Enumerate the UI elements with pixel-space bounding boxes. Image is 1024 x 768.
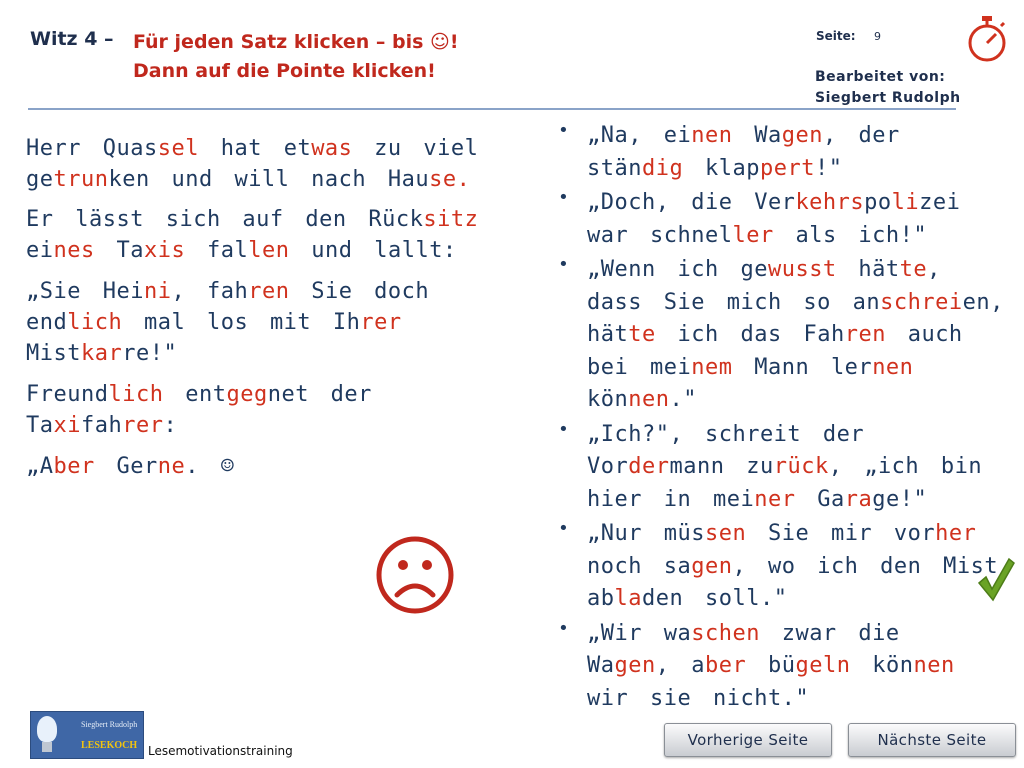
highlighted-syllable: pert — [759, 155, 815, 181]
text-segment: „A — [26, 454, 54, 479]
text-segment: ich das Fah — [655, 322, 845, 347]
punchline-line — [587, 120, 998, 153]
punchline-option[interactable] — [558, 120, 998, 185]
punchline-line — [587, 153, 998, 186]
highlighted-syllable: geln — [795, 653, 851, 678]
highlighted-syllable: nen — [691, 123, 733, 148]
text-segment: en, — [962, 289, 1004, 315]
editor-label: Bearbeitet von: — [815, 69, 946, 85]
text-segment: , fah — [171, 279, 249, 304]
lightbulb-icon — [37, 716, 57, 742]
highlighted-syllable: lich — [67, 310, 123, 335]
story-line[interactable] — [26, 238, 457, 263]
highlighted-syllable: ne — [157, 454, 186, 479]
highlighted-syllable: rer — [122, 413, 164, 438]
highlighted-syllable: sen — [704, 521, 747, 546]
text-segment: Sie mir vor — [746, 521, 936, 546]
text-segment: Ta — [94, 238, 144, 263]
text-segment: hät — [587, 322, 629, 347]
punchline-line — [587, 484, 998, 517]
editor-name: Siegbert Rudolph — [815, 90, 961, 106]
text-segment: fal — [185, 238, 249, 263]
highlighted-syllable: der — [628, 454, 670, 479]
text-segment: , „ich bin — [828, 454, 983, 479]
text-segment: „Wenn ich ge — [587, 257, 768, 282]
text-segment: Freund — [26, 382, 109, 407]
logo-brand: LESEKOCH — [81, 740, 138, 751]
text-segment: Herr Quas — [26, 136, 158, 161]
punchline-line — [587, 419, 998, 452]
previous-page-button[interactable]: Vorherige Seite — [664, 723, 832, 757]
highlighted-syllable: len — [248, 238, 290, 263]
highlighted-syllable: trun — [53, 167, 109, 192]
text-segment: „Ich?", schreit der — [587, 421, 865, 447]
highlighted-syllable: la — [614, 586, 642, 611]
text-segment: kön — [850, 653, 914, 678]
story-line[interactable] — [26, 279, 429, 304]
highlighted-syllable: ren — [844, 322, 886, 347]
header-divider — [28, 108, 956, 110]
highlighted-syllable: ren — [248, 279, 290, 304]
sad-face-icon — [375, 535, 455, 615]
bullet-icon: • — [558, 418, 570, 440]
story-line[interactable] — [26, 382, 372, 407]
text-segment: zwar die — [759, 620, 900, 646]
highlighted-syllable: gen — [691, 553, 733, 579]
text-segment: Er lässt sich auf den Rück — [26, 207, 424, 232]
highlighted-syllable: nen — [628, 387, 670, 412]
highlighted-syllable: ber — [705, 653, 747, 678]
punchline-line — [587, 551, 998, 584]
highlighted-syllable: sitz — [423, 207, 479, 232]
text-segment: , der — [822, 123, 900, 148]
text-segment: re!" — [122, 341, 178, 366]
text-segment: zei — [919, 190, 961, 215]
story-line[interactable] — [26, 136, 478, 161]
punchline-line — [587, 650, 998, 683]
highlighted-syllable: ber — [53, 454, 95, 479]
text-segment: ge — [26, 167, 54, 192]
text-segment: Ta — [26, 413, 54, 438]
joke-title: Witz 4 – — [30, 28, 114, 50]
text-segment: hät — [836, 257, 900, 282]
text-segment: !" — [814, 155, 843, 181]
punchline-line — [587, 319, 998, 352]
instruction-text — [133, 28, 459, 86]
punchline-option[interactable] — [558, 618, 998, 716]
highlighted-syllable: li — [891, 190, 920, 215]
highlighted-syllable: her — [935, 521, 977, 546]
text-segment: Wa — [732, 123, 782, 148]
leserkoch-logo — [30, 711, 144, 759]
text-segment: ge!" — [872, 486, 928, 512]
text-segment: Sie doch — [289, 279, 430, 304]
highlighted-syllable: xi — [53, 413, 81, 438]
highlighted-syllable: ner — [754, 486, 796, 512]
story-line[interactable] — [26, 413, 177, 438]
punchline-line — [587, 287, 1004, 320]
text-segment: net der — [267, 382, 372, 407]
highlighted-syllable: nem — [691, 354, 733, 380]
text-segment: „Wir wa — [587, 620, 692, 646]
highlighted-syllable: schen — [691, 620, 760, 646]
text-segment: Mann ler — [732, 354, 873, 380]
page-label: Seite: — [816, 29, 856, 43]
highlighted-syllable: nes — [53, 238, 95, 263]
highlighted-syllable: ler — [732, 222, 774, 248]
story-line[interactable] — [26, 167, 470, 192]
text-segment: Vor — [587, 454, 629, 479]
story-line[interactable] — [26, 341, 177, 366]
bullet-icon: • — [558, 254, 570, 275]
bullet-icon: • — [558, 617, 570, 639]
text-segment: kön — [587, 387, 629, 412]
text-segment: , a — [655, 653, 705, 678]
text-segment: „Na, ei — [587, 123, 692, 148]
text-segment: Ga — [795, 486, 845, 512]
highlighted-syllable: rer — [360, 310, 402, 335]
text-segment: mann zu — [669, 454, 774, 479]
punchline-line — [587, 618, 998, 651]
highlighted-syllable: se. — [429, 167, 471, 192]
bullet-icon: • — [558, 518, 570, 539]
text-segment: Ger — [94, 454, 158, 479]
text-segment: bei mei — [587, 354, 692, 380]
highlighted-syllable: te — [899, 257, 928, 282]
text-segment: und lallt: — [289, 238, 457, 263]
footer-label: Lesemotivationstraining — [148, 744, 293, 758]
punchline-option[interactable] — [558, 518, 998, 616]
text-segment: : — [163, 413, 178, 438]
highlighted-syllable: te — [628, 322, 656, 347]
highlighted-syllable: nen — [872, 354, 914, 380]
text-segment: „Nur müs — [587, 521, 705, 546]
punchline-list — [558, 120, 1004, 717]
story-line[interactable] — [26, 454, 234, 479]
highlighted-syllable: nen — [913, 653, 955, 678]
highlighted-syllable: xis — [144, 238, 186, 263]
logo-author: Siegbert Rudolph — [81, 720, 138, 729]
text-segment: ab — [587, 586, 615, 611]
text-segment: als ich!" — [773, 222, 928, 248]
highlighted-syllable: gen — [614, 653, 656, 678]
text-segment: Wa — [587, 653, 615, 678]
highlighted-syllable: lich — [108, 382, 164, 407]
punchline-line — [587, 518, 998, 551]
next-page-button[interactable]: Nächste Seite — [848, 723, 1016, 757]
editor-info — [815, 67, 961, 109]
text-segment: fah — [81, 413, 123, 438]
highlighted-syllable: dig — [641, 155, 684, 181]
punchline-line — [587, 187, 998, 220]
highlighted-syllable: kar — [80, 341, 123, 366]
highlighted-syllable: ra — [844, 486, 873, 512]
highlighted-syllable: kehrs — [795, 190, 865, 215]
bullet-icon: • — [558, 187, 570, 208]
text-segment: mal los mit Ih — [122, 310, 361, 335]
punchline-option[interactable] — [558, 254, 1004, 417]
bullet-icon: • — [558, 120, 570, 141]
highlighted-syllable: sel — [157, 136, 199, 161]
text-segment: ." — [669, 387, 697, 412]
text-segment: bü — [746, 653, 796, 678]
instruction-line-2: Dann auf die Pointe klicken! — [133, 60, 436, 82]
instruction-line-1: Für jeden Satz klicken – bis ☺! — [133, 31, 459, 53]
text-segment: . ☺ — [185, 454, 235, 479]
text-segment: , wo ich den Mist — [732, 553, 999, 579]
text-segment: ei — [26, 238, 54, 263]
punchline-line — [587, 384, 998, 417]
text-segment: war schnel — [587, 222, 733, 248]
punchline-option[interactable] — [558, 187, 998, 252]
highlighted-syllable: ni — [143, 279, 172, 304]
punchline-line — [587, 583, 998, 616]
text-segment: Mist — [26, 341, 81, 366]
punchline-line — [587, 683, 998, 716]
text-segment: noch sa — [587, 553, 692, 579]
text-segment: ken und will nach Hau — [108, 167, 430, 192]
text-segment: „Doch, die Ver — [587, 190, 796, 215]
text-segment: dass Sie mich so an — [587, 289, 881, 315]
story-line[interactable] — [26, 310, 402, 335]
text-segment: „Sie Hei — [26, 279, 144, 304]
punchline-option[interactable] — [558, 419, 998, 517]
lightbulb-base — [42, 742, 52, 752]
highlighted-syllable: schrei — [880, 289, 963, 315]
story-line[interactable] — [26, 207, 478, 232]
punchline-line — [587, 254, 998, 287]
text-segment: hat et — [198, 136, 312, 161]
page-number: 9 — [874, 30, 881, 43]
text-segment: den soll." — [642, 586, 788, 611]
text-segment: ent — [163, 382, 227, 407]
highlighted-syllable: was — [311, 136, 353, 161]
punchline-line — [587, 451, 998, 484]
highlighted-syllable: rück — [773, 454, 829, 479]
text-segment: zu viel — [352, 136, 479, 161]
text-segment: end — [26, 310, 68, 335]
text-segment: , — [927, 257, 941, 282]
punchline-line — [587, 220, 998, 253]
text-segment: wir sie nicht." — [587, 685, 810, 711]
text-segment: hier in mei — [587, 486, 755, 512]
checkmark-icon — [976, 555, 1016, 603]
text-segment: po — [864, 190, 892, 215]
text-segment: stän — [587, 155, 642, 181]
highlighted-syllable: gen — [781, 123, 823, 148]
text-segment: klap — [683, 155, 760, 181]
highlighted-syllable: geg — [226, 382, 268, 407]
punchline-line — [587, 352, 998, 385]
stopwatch-icon[interactable] — [963, 14, 1011, 64]
text-segment: auch — [885, 322, 963, 347]
highlighted-syllable: wusst — [767, 257, 837, 282]
